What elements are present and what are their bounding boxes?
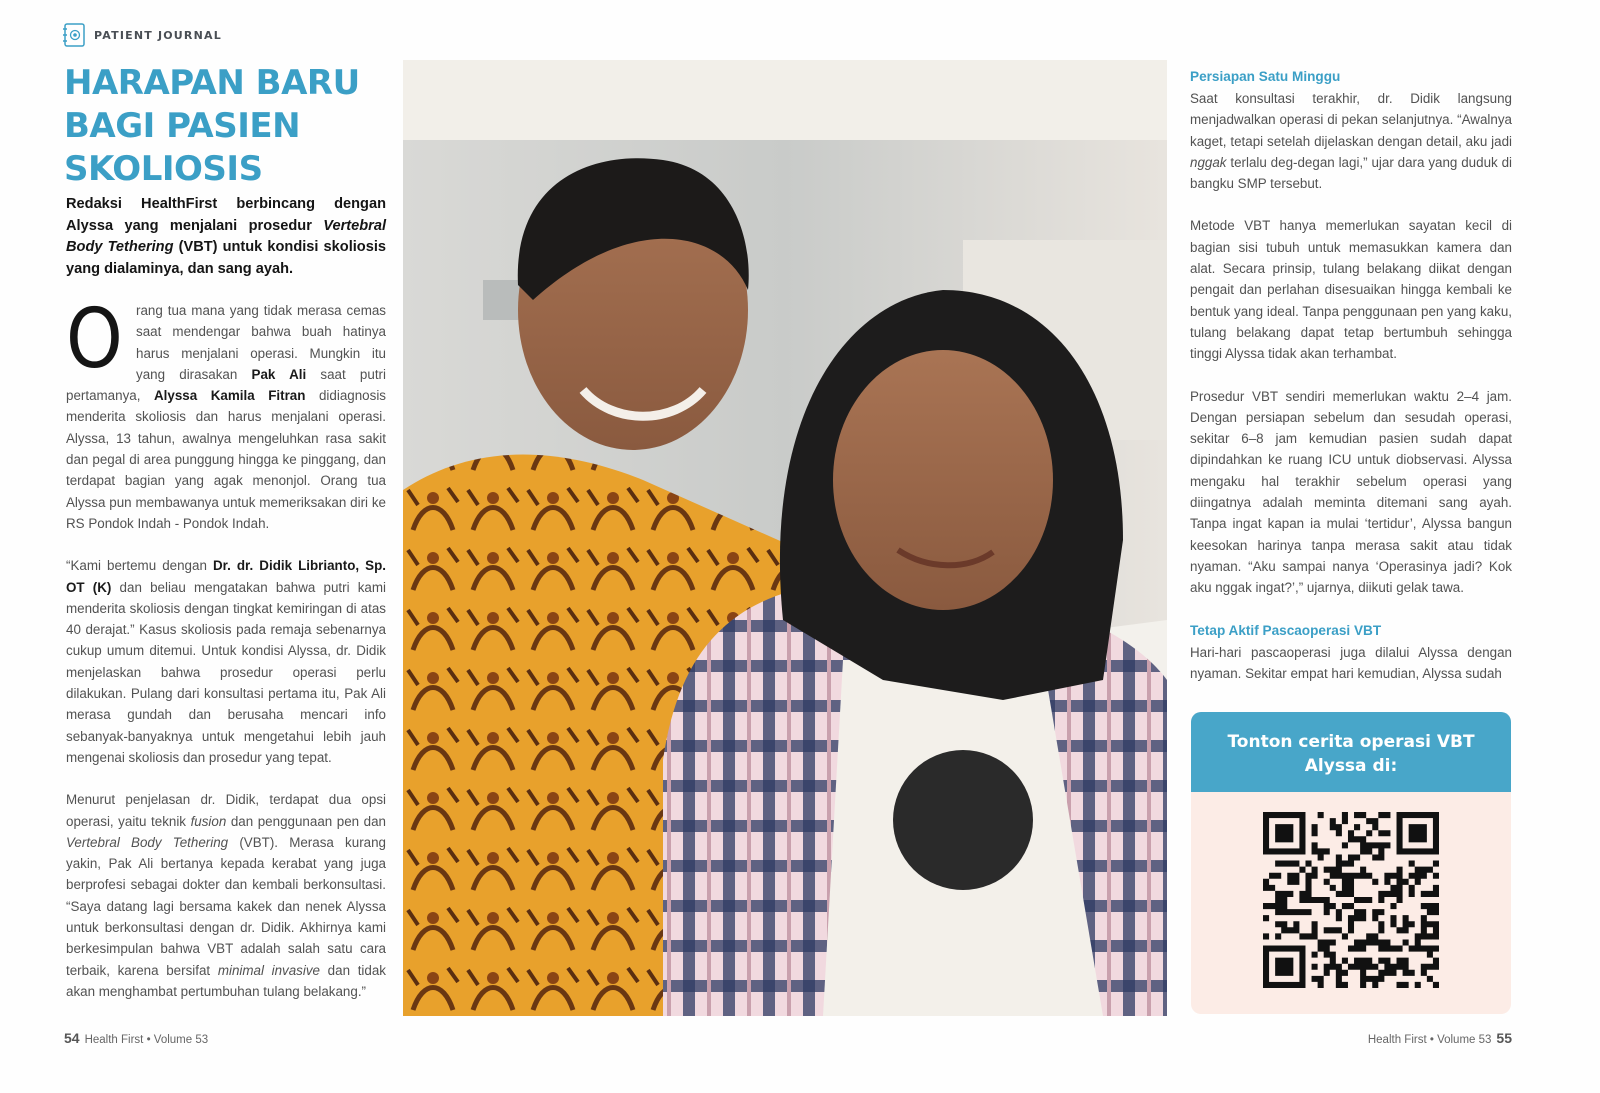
footer-left [64, 1030, 208, 1046]
drop-cap: O [66, 292, 123, 387]
paragraph: Saat konsultasi terakhir, dr. Didik langsung menjadwalkan operasi di pekan selanjutnya. “Awalnya kaget, tetapi setelah dijelaskan dengan detail, aku jadi nggak terlalu deg-degan lagi,” ujar dara yang duduk di bangku SMP tersebut. [1190, 91, 1512, 192]
right-column [1190, 66, 1512, 705]
paragraph: Prosedur VBT sendiri memerlukan waktu 2–4 jam. Dengan persiapan sebelum dan sesudah operasi, sekitar 6–8 jam kemudian pasien sudah dapat dipindahkan ke ruang ICU untuk diobservasi. Alyssa mengaku hal terakhir sebelum operasi yang diingatnya adalah meminta ditemani sang ayah. Tanpa ingat kapan ia mulai ‘tertidur’, Alyssa bangun keesokan harinya tanpa merasa sakit atau tidak nyaman. “Aku sampai nanya ‘Operasinya jadi? Kok aku nggak ingat?’,” ujarnya, diikuti gelak tawa. [1190, 388, 1512, 596]
title-line: HARAPAN BARU [64, 63, 360, 103]
section-label: PATIENT JOURNAL [94, 28, 222, 42]
page-number: 54 [64, 1030, 80, 1046]
qr-card [1191, 712, 1511, 1014]
paragraph: Menurut penjelasan dr. Didik, terdapat dua opsi operasi, yaitu teknik fusion dan penggunaan pen dan Vertebral Body Tethering (VBT). Merasa kurang yakin, Pak Ali bertanya kepada kerabat yang juga berprofesi sebagai dokter dan kembali berkonsultasi. “Saya datang lagi bersama kakek dan nenek Alyssa untuk berkonsultasi dengan dr. Didik. Akhirnya kami berkesimpulan bahwa VBT adalah salah satu cara terbaik, karena bersifat minimal invasive dan tidak akan menghambat pertumbuhan tulang belakang.” [66, 792, 386, 999]
section-subheading: Persiapan Satu Minggu [1190, 69, 1341, 84]
title-line: BAGI PASIEN [64, 106, 301, 146]
publication-name: Health First • Volume 53 [84, 1034, 209, 1046]
footer-right [1368, 1030, 1512, 1046]
paragraph: Hari-hari pascaoperasi juga dilalui Alyssa dengan nyaman. Sekitar empat hari kemudian, Alyssa sudah [1190, 644, 1512, 681]
paragraph: Orang tua mana yang tidak merasa cemas saat mendengar bahwa buah hatinya harus menjalani operasi. Mungkin itu yang dirasakan Pak Ali saat putri pertamanya, Alyssa Kamila Fitran didiagnosis menderita skoliosis dan harus menjalani operasi. Alyssa, 13 tahun, awalnya mengeluhkan rasa sakit dan pegal di area punggung hingga ke pinggang, dan terdapat bagian yang agak menonjol. Orang tua Alyssa pun membawanya untuk memeriksakan diri ke RS Pondok Indah - Pondok Indah. [66, 292, 386, 531]
qr-code-icon[interactable] [1263, 812, 1439, 988]
article-title [64, 62, 384, 191]
section-subheading: Tetap Aktif Pascaoperasi VBT [1190, 622, 1382, 638]
journal-icon [62, 22, 86, 48]
title-line: SKOLIOSIS [64, 149, 263, 189]
publication-name: Health First • Volume 53 [1367, 1034, 1492, 1046]
section-tag [62, 22, 222, 48]
article-lead: Redaksi HealthFirst berbincang dengan Alyssa yang menjalani prosedur Vertebral Body Tethering (VBT) untuk kondisi skoliosis yang dialaminya, dan sang ayah. [66, 196, 387, 277]
qr-card-heading: Tonton cerita operasi VBT Alyssa di: [1191, 712, 1511, 792]
article-photo [403, 60, 1167, 1016]
paragraph: “Kami bertemu dengan Dr. dr. Didik Librianto, Sp. OT (K) dan beliau mengatakan bahwa putri kami menderita skoliosis dengan tingkat kemiringan di atas 40 derajat.” Kasus skoliosis pada remaja sebenarnya cukup umum ditemui. Untuk kondisi Alyssa, dr. Didik menjelaskan bahwa prosedur operasi perlu dilakukan. Pulang dari konsultasi pertama itu, Pak Ali merasa gundah dan berusaha mencari info sebanyak-banyaknya untuk mengetahui lebih jauh mengenai skoliosis dan prosedur yang tepat. [66, 558, 387, 765]
paragraph: Metode VBT hanya memerlukan sayatan kecil di bagian sisi tubuh untuk memasukkan kamera dan alat. Secara prinsip, tulang belakang diikat dengan pengait dan perlahan disesuaikan hingga kembali ke bentuk yang ideal. Tanpa penggunaan pen yang kaku, tulang belakang dapat tetap bertumbuh sehingga tinggi Alyssa tidak akan terhambat. [1190, 218, 1512, 362]
page-number: 55 [1496, 1030, 1512, 1046]
left-column [66, 292, 387, 1023]
